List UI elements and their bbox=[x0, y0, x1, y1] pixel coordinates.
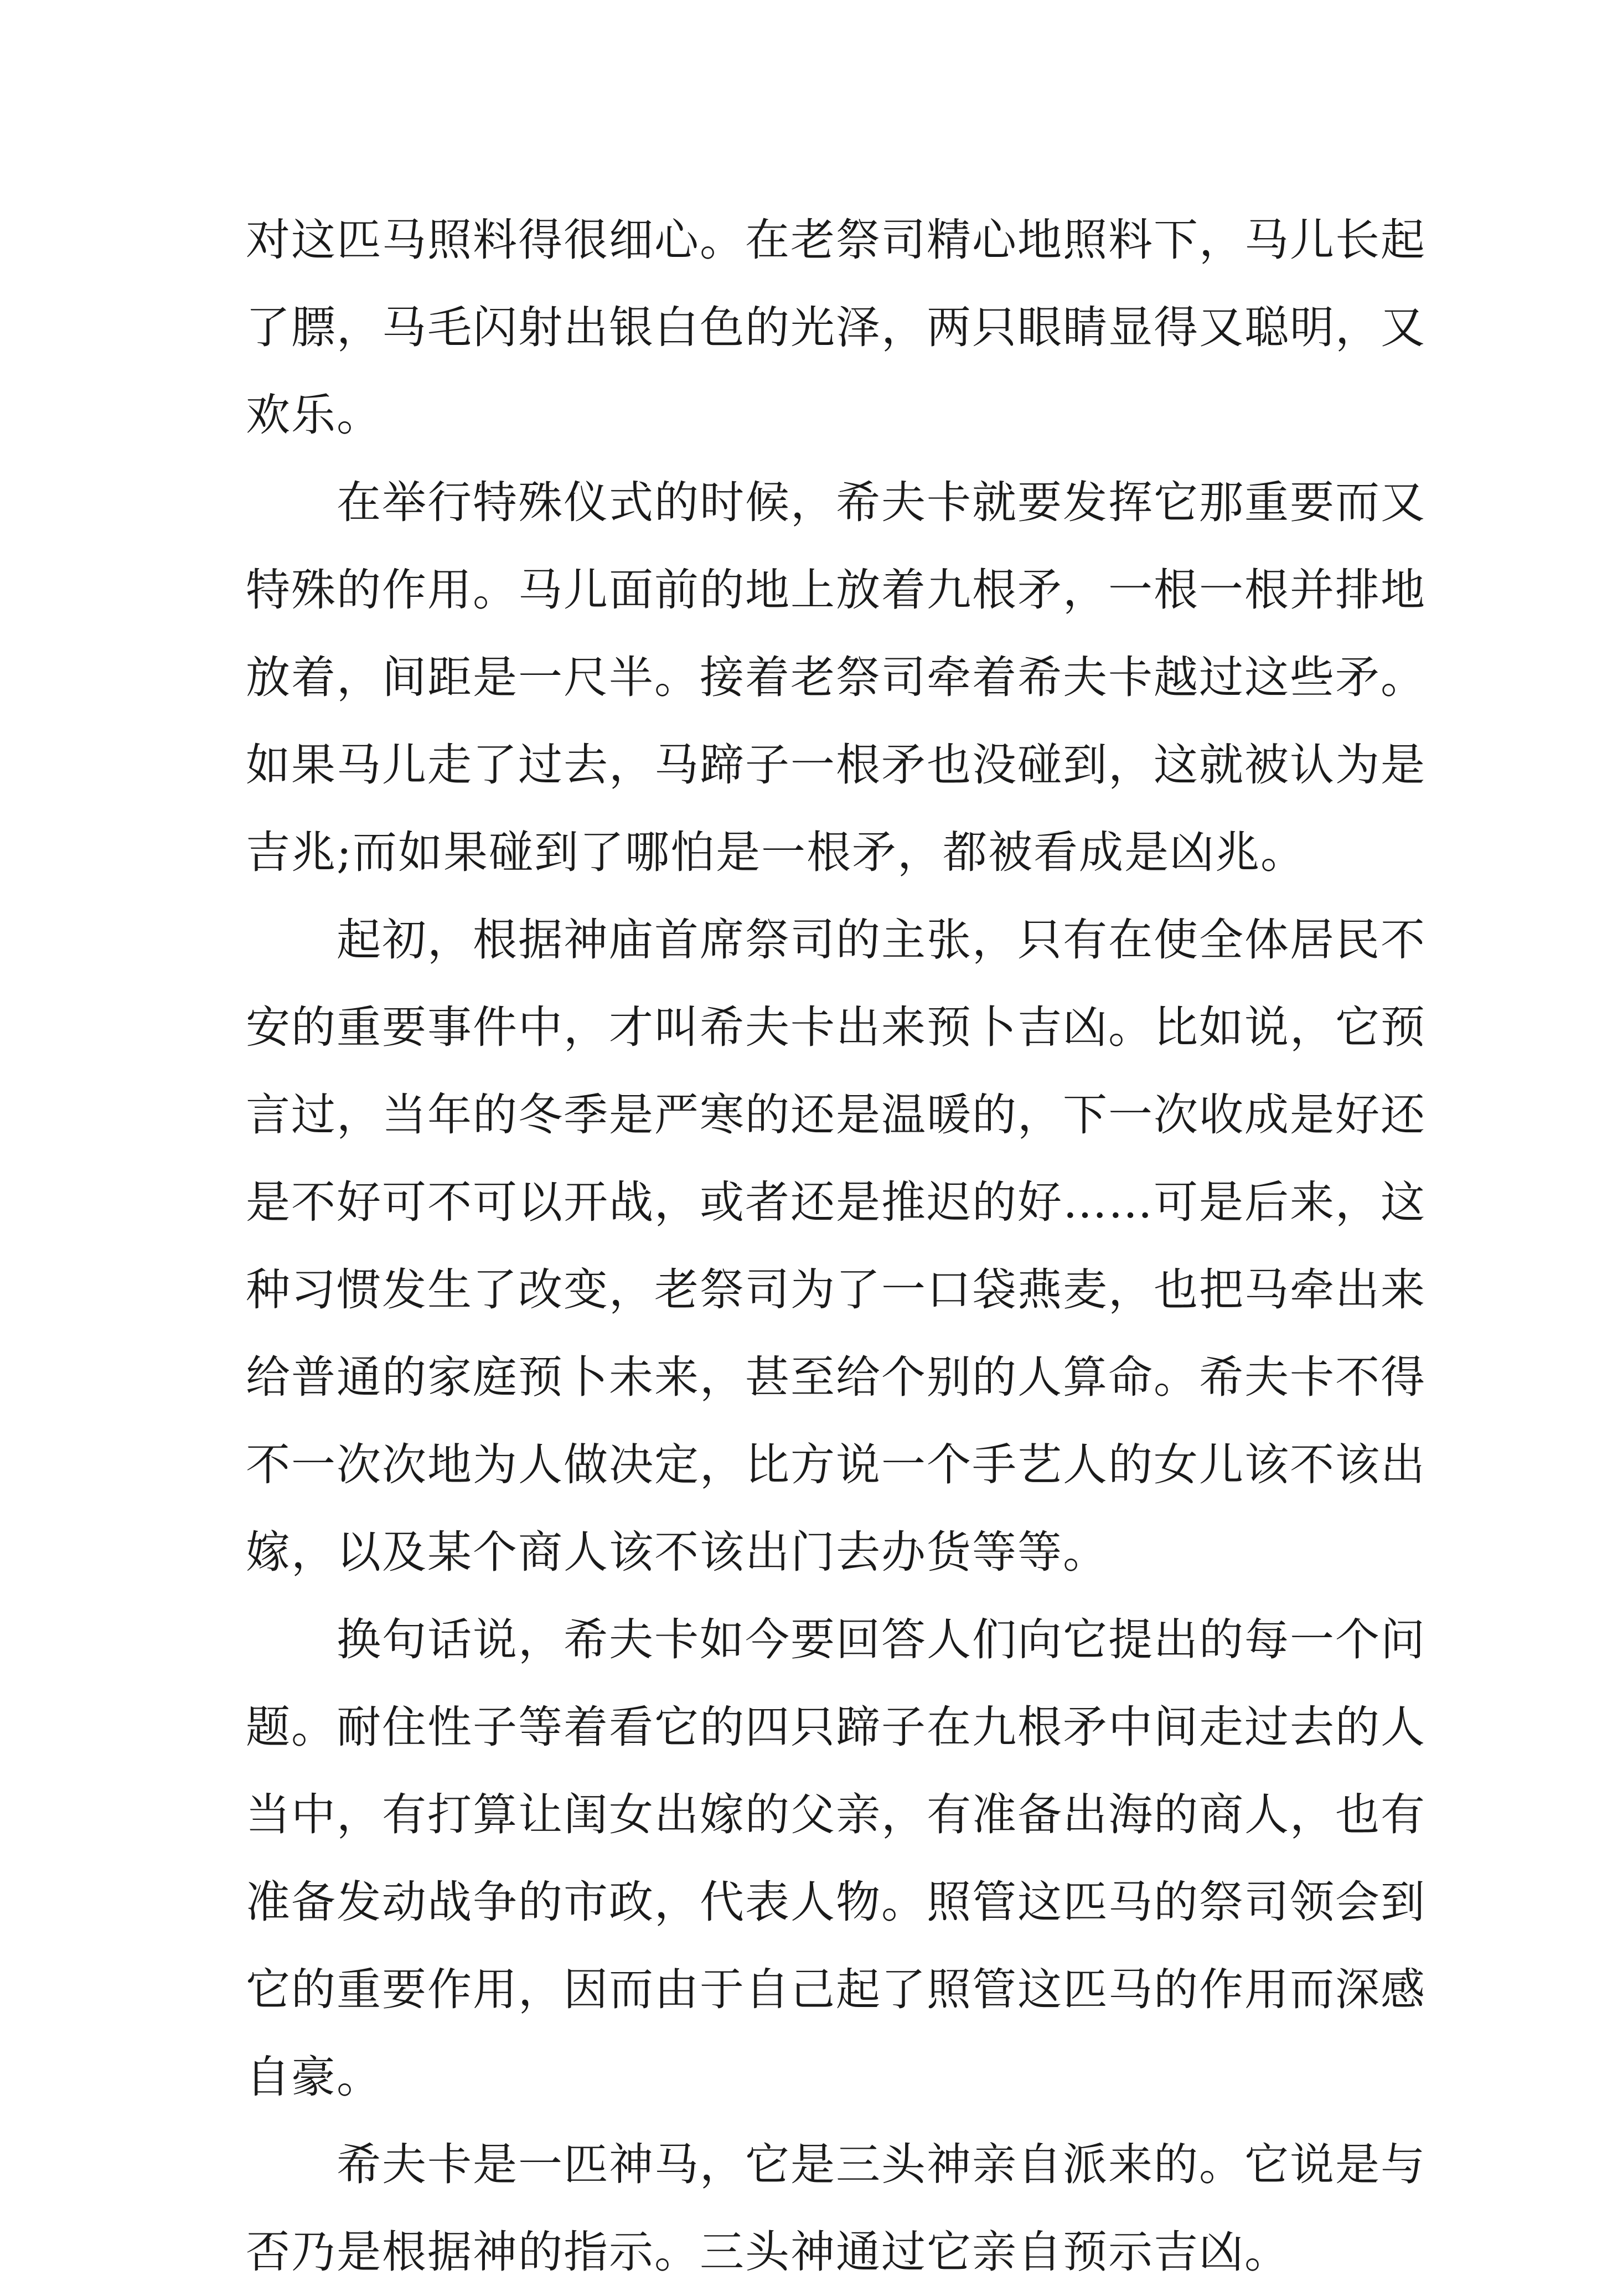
text-line: 是不好可不可以开战，或者还是推迟的好……可是后来，这 bbox=[246, 1177, 1426, 1228]
text-line: 吉兆;而如果碰到了哪怕是一根矛，都被看成是凶兆。 bbox=[246, 827, 1306, 878]
paragraph bbox=[246, 2121, 1426, 2296]
text-line: 它的重要作用，因而由于自己起了照管这匹马的作用而深感 bbox=[246, 1964, 1426, 2015]
paragraph bbox=[246, 197, 1426, 459]
text-line: 言过，当年的冬季是严寒的还是温暖的，下一次收成是好还 bbox=[246, 1089, 1426, 1141]
text-line: 特殊的作用。马儿面前的地上放着九根矛，一根一根并排地 bbox=[246, 564, 1426, 616]
text-line: 如果马儿走了过去，马蹄子一根矛也没碰到，这就被认为是 bbox=[246, 739, 1426, 791]
text-line: 种习惯发生了改变，老祭司为了一口袋燕麦，也把马牵出来 bbox=[246, 1264, 1426, 1315]
text-line: 换句话说，希夫卡如今要回答人们向它提出的每一个问 bbox=[246, 1614, 1426, 1665]
paragraph bbox=[246, 459, 1426, 896]
text-line: 起初，根据神庙首席祭司的主张，只有在使全体居民不 bbox=[246, 914, 1426, 966]
text-line: 欢乐。 bbox=[246, 389, 382, 441]
text-line: 了膘，马毛闪射出银白色的光泽，两只眼睛显得又聪明，又 bbox=[246, 302, 1426, 353]
text-line: 自豪。 bbox=[246, 2051, 382, 2103]
text-line: 希夫卡是一匹神马，它是三头神亲自派来的。它说是与 bbox=[246, 2139, 1426, 2190]
text-line: 题。耐住性子等着看它的四只蹄子在九根矛中间走过去的人 bbox=[246, 1701, 1426, 1753]
body-text bbox=[246, 197, 1426, 2296]
text-line: 准备发动战争的市政，代表人物。照管这匹马的祭司领会到 bbox=[246, 1876, 1426, 1928]
text-line: 不一次次地为人做决定，比方说一个手艺人的女儿该不该出 bbox=[246, 1439, 1426, 1490]
paragraph bbox=[246, 896, 1426, 1596]
text-line: 嫁，以及某个商人该不该出门去办货等等。 bbox=[246, 1526, 1108, 1578]
text-line: 在举行特殊仪式的时候，希夫卡就要发挥它那重要而又 bbox=[246, 477, 1426, 528]
text-line: 对这匹马照料得很细心。在老祭司精心地照料下，马儿长起 bbox=[246, 214, 1426, 266]
text-line: 给普通的家庭预卜未来，甚至给个别的人算命。希夫卡不得 bbox=[246, 1351, 1426, 1403]
paragraph bbox=[246, 1596, 1426, 2121]
text-line: 否乃是根据神的指示。三头神通过它亲自预示吉凶。 bbox=[246, 2226, 1290, 2278]
text-line: 安的重要事件中，才叫希夫卡出来预卜吉凶。比如说，它预 bbox=[246, 1002, 1426, 1053]
text-line: 放着，间距是一尺半。接着老祭司牵着希夫卡越过这些矛。 bbox=[246, 652, 1426, 703]
text-line: 当中，有打算让闺女出嫁的父亲，有准备出海的商人，也有 bbox=[246, 1789, 1426, 1840]
